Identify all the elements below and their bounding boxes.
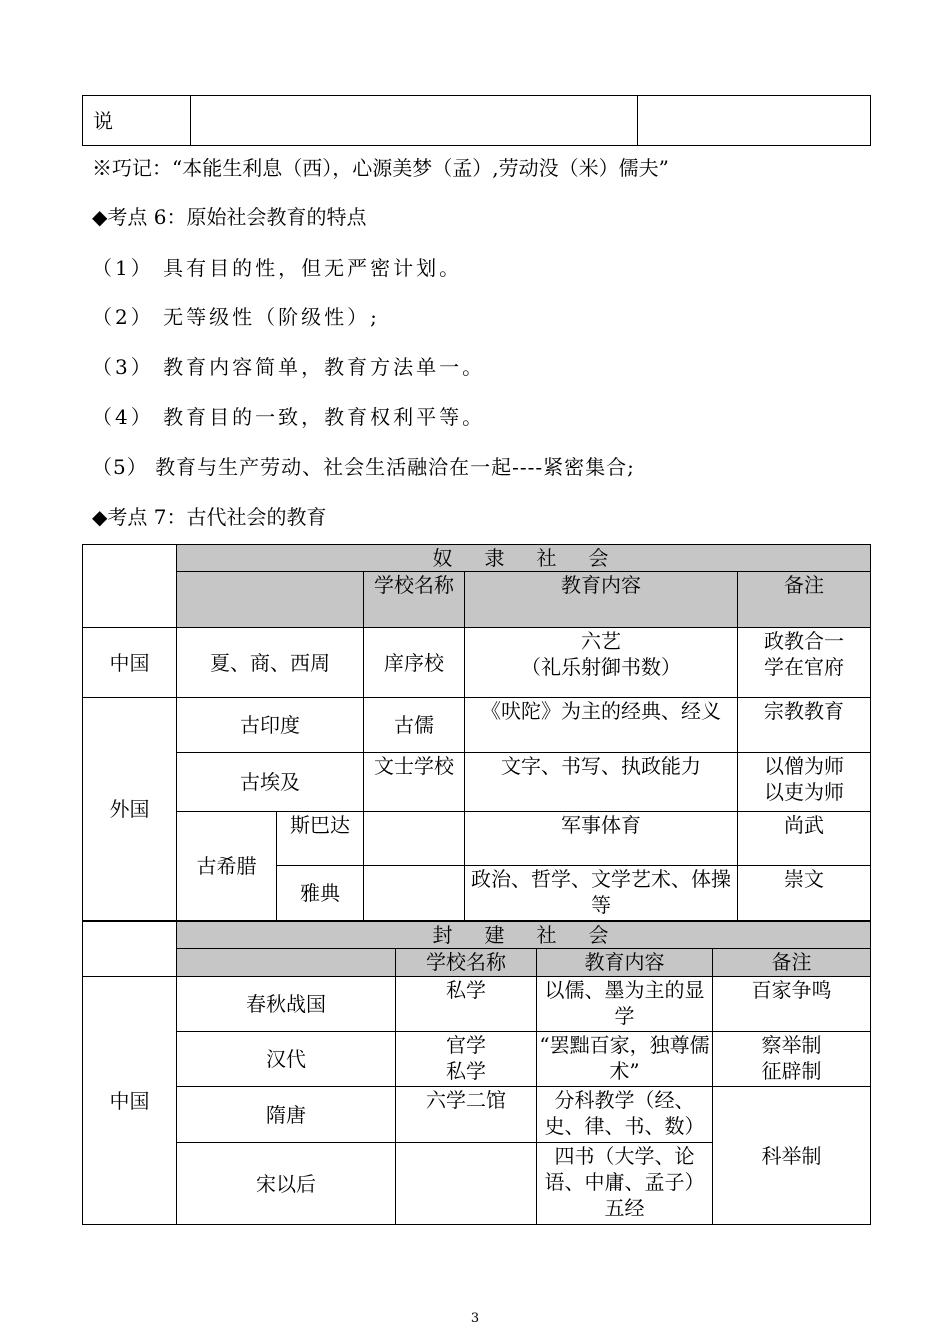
content-cell: 政治、哲学、文学艺术、体操等 xyxy=(465,866,738,921)
note-cell: 宗教教育 xyxy=(738,698,871,753)
top-table-cell xyxy=(191,96,638,146)
content-cell: “罢黜百家，独尊儒术” xyxy=(537,1032,713,1087)
note-cell: 崇文 xyxy=(738,866,871,921)
content-cell: 《吠陀》为主的经典、经义 xyxy=(465,698,738,753)
note-line: 以僧为师 xyxy=(764,754,845,778)
note-cell xyxy=(738,628,871,698)
region-foreign: 外国 xyxy=(83,698,177,921)
school-line: 私学 xyxy=(446,1059,486,1083)
note-keju: 科举制 xyxy=(713,1087,871,1225)
city-cell: 雅典 xyxy=(277,866,364,921)
header-content: 教育内容 xyxy=(537,949,713,977)
school-cell xyxy=(396,977,537,1032)
header-blank xyxy=(177,949,396,977)
greece-cell: 古希腊 xyxy=(177,812,277,921)
school-cell: 六学二馆 xyxy=(396,1087,537,1143)
period-cell: 古印度 xyxy=(177,698,364,753)
point7-heading: ◆考点 7：古代社会的教育 xyxy=(92,505,327,529)
point6-item: （5） 教育与生产劳动、社会生活融洽在一起----紧密集合; xyxy=(92,455,635,479)
page-number: 3 xyxy=(470,1311,480,1326)
period-cell: 春秋战国 xyxy=(177,977,396,1032)
point6-item: （3） 教育内容简单，教育方法单一。 xyxy=(92,355,486,379)
feudal-society-title: 封 建 社 会 xyxy=(177,922,871,949)
content-cell: 四书（大学、论语、中庸、孟子）五经 xyxy=(537,1143,713,1225)
school-cell: 庠序校 xyxy=(364,628,465,698)
header-note: 备注 xyxy=(738,572,871,628)
header-note: 备注 xyxy=(713,949,871,977)
header-blank xyxy=(177,572,364,628)
note-cell: 百家争鸣 xyxy=(713,977,871,1032)
note-line: 学在官府 xyxy=(764,655,845,679)
content-cell xyxy=(465,628,738,698)
school-line: 私学 xyxy=(446,978,486,1002)
top-table xyxy=(82,95,871,146)
content-cell: 军事体育 xyxy=(465,812,738,866)
city-cell: 斯巴达 xyxy=(277,812,364,866)
period-cell: 宋以后 xyxy=(177,1143,396,1225)
school-line: 官学 xyxy=(446,1033,486,1057)
top-table-cell: 说 xyxy=(83,96,191,146)
header-school: 学校名称 xyxy=(396,949,537,977)
note-cell xyxy=(713,1032,871,1087)
content-line: 六艺 xyxy=(581,629,621,653)
header-school: 学校名称 xyxy=(364,572,465,628)
content-line: （礼乐射御书数） xyxy=(521,655,681,679)
blank-corner xyxy=(83,545,177,628)
note-line: 以吏为师 xyxy=(764,780,845,804)
school-cell: 文士学校 xyxy=(364,753,465,812)
blank-corner xyxy=(83,922,177,977)
region-china: 中国 xyxy=(83,977,177,1225)
point6-item: （1） 具有目的性，但无严密计划。 xyxy=(92,256,463,280)
point6-heading: ◆考点 6：原始社会教育的特点 xyxy=(92,205,367,229)
point6-item: （4） 教育目的一致，教育权利平等。 xyxy=(92,405,486,429)
feudal-society-table xyxy=(82,921,871,1225)
header-content: 教育内容 xyxy=(465,572,738,628)
note-line: 政教合一 xyxy=(764,629,845,653)
region-china: 中国 xyxy=(83,628,177,698)
period-cell: 古埃及 xyxy=(177,753,364,812)
school-cell: 古儒 xyxy=(364,698,465,753)
content-cell: 分科教学（经、史、律、书、数） xyxy=(537,1087,713,1143)
school-cell xyxy=(396,1032,537,1087)
note-line: 察举制 xyxy=(761,1033,822,1057)
note-cell xyxy=(738,753,871,812)
note-line: 征辟制 xyxy=(761,1059,822,1083)
mnemonic-text: ※巧记：“本能生利息（西），心源美梦（孟）,劳动没（米）儒夫” xyxy=(92,156,669,180)
school-cell xyxy=(364,812,465,866)
content-cell: 以儒、墨为主的显学 xyxy=(537,977,713,1032)
note-cell: 尚武 xyxy=(738,812,871,866)
point6-item: （2） 无等级性（阶级性）; xyxy=(92,305,380,329)
period-cell: 夏、商、西周 xyxy=(177,628,364,698)
top-table-cell xyxy=(638,96,871,146)
school-cell xyxy=(396,1143,537,1225)
content-cell: 文字、书写、执政能力 xyxy=(465,753,738,812)
period-cell: 隋唐 xyxy=(177,1087,396,1143)
slave-society-title: 奴 隶 社 会 xyxy=(177,545,871,572)
period-cell: 汉代 xyxy=(177,1032,396,1087)
school-cell xyxy=(364,866,465,921)
slave-society-table xyxy=(82,544,871,921)
